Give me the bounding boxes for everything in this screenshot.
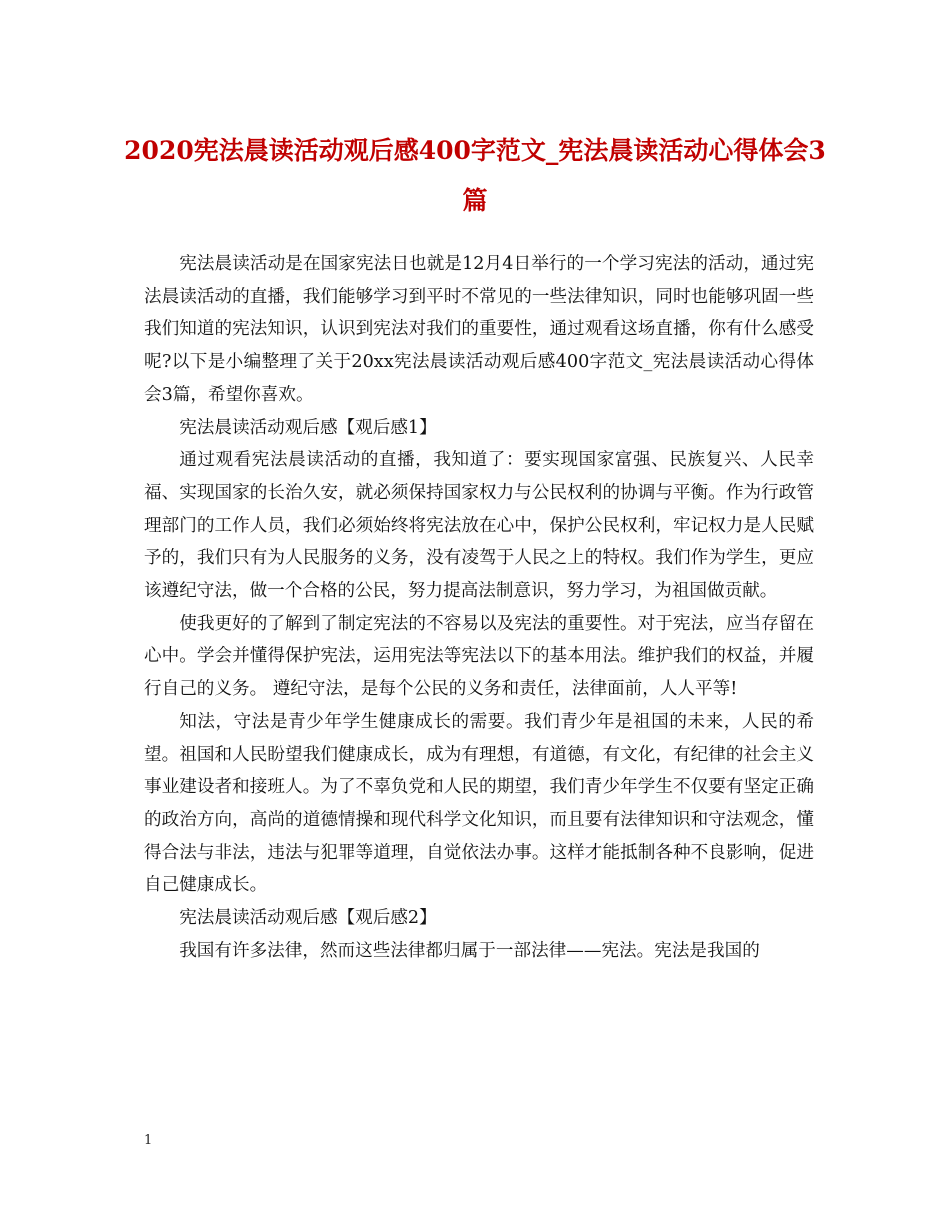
section-heading-2: 宪法晨读活动观后感【观后感2】 (179, 908, 437, 929)
body-paragraph: 我国有许多法律，然而这些法律都归属于一部法律——宪法。宪法是我国的 (179, 940, 760, 961)
section-heading-1: 宪法晨读活动观后感【观后感1】 (179, 417, 437, 438)
document-body (144, 248, 814, 967)
page-number: 1 (144, 1133, 153, 1148)
body-paragraph: 使我更好的了解到了制定宪法的不容易以及宪法的重要性。对于宪法，应当存留在心中。学会并懂得保护宪法，运用宪法等宪法以下的基本用法。维护我们的权益，并履行自己的义务。 遵纪守法，是每个公民的义务和责任，法律面前，人人平等! (144, 613, 814, 700)
body-paragraph: 通过观看宪法晨读活动的直播，我知道了：要实现国家富强、民族复兴、人民幸福、实现国家的长治久安，就必须保持国家权力与公民权利的协调与平衡。作为行政管理部门的工作人员，我们必须始终将宪法放在心中，保护公民权利，牢记权力是人民赋予的，我们只有为人民服务的义务，没有凌驾于人民之上的特权。我们作为学生，更应该遵纪守法，做一个合格的公民，努力提高法制意识，努力学习，为祖国做贡献。 (144, 450, 814, 602)
intro-paragraph: 宪法晨读活动是在国家宪法日也就是12月4日举行的一个学习宪法的活动，通过宪法晨读活动的直播，我们能够学习到平时不常见的一些法律知识，同时也能够巩固一些我们知道的宪法知识，认识到宪法对我们的重要性，通过观看这场直播，你有什么感受呢?以下是小编整理了关于20xx宪法晨读活动观后感400字范文_宪法晨读活动心得体会3篇，希望你喜欢。 (144, 254, 814, 405)
document-title: 2020宪法晨读活动观后感400字范文_宪法晨读活动心得体会3篇 (124, 136, 826, 215)
body-paragraph: 知法，守法是青少年学生健康成长的需要。我们青少年是祖国的未来，人民的希望。祖国和人民盼望我们健康成长，成为有理想，有道德，有文化，有纪律的社会主义事业建设者和接班人。为了不辜负党和人民的期望，我们青少年学生不仅要有坚定正确的政治方向，高尚的道德情操和现代科学文化知识，而且要有法律知识和守法观念，懂得合法与非法，违法与犯罪等道理，自觉依法办事。这样才能抵制各种不良影响，促进自己健康成长。 (144, 711, 814, 896)
